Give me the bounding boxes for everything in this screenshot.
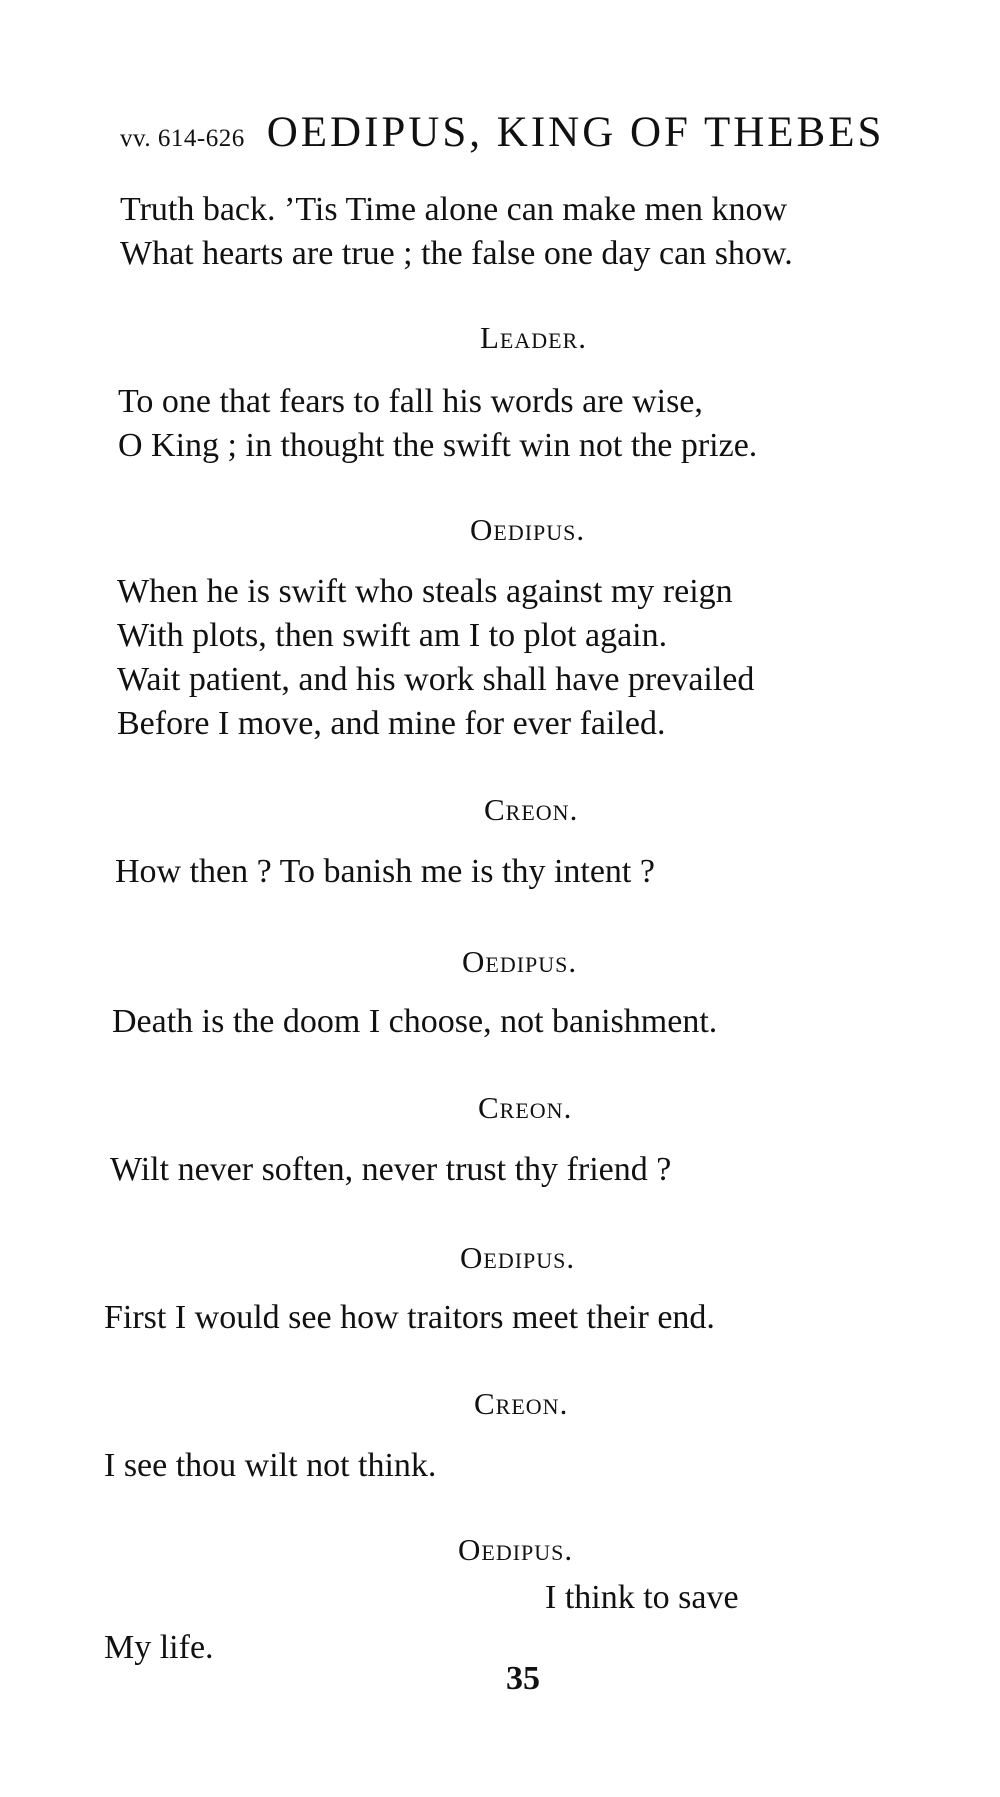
speaker-name: Creon. xyxy=(474,1386,569,1421)
verse-line: Truth back. ’Tis Time alone can make men know xyxy=(120,191,788,228)
speaker-name: Oedipus. xyxy=(470,512,586,547)
verse-line: Death is the doom I choose, not banishment. xyxy=(112,1003,718,1040)
book-title: OEDIPUS, KING OF THEBES xyxy=(266,109,885,156)
page-number: 35 xyxy=(506,1660,540,1697)
speaker-name: Oedipus. xyxy=(460,1240,576,1275)
speaker-name: Oedipus. xyxy=(458,1532,574,1567)
verse-line: Wilt never soften, never trust thy friend ? xyxy=(110,1151,672,1188)
verse-line: O King ; in thought the swift win not the prize. xyxy=(118,427,758,464)
verse-line: What hearts are true ; the false one day can show. xyxy=(120,235,793,272)
verse-line: When he is swift who steals against my reign xyxy=(117,573,733,610)
verse-line: My life. xyxy=(104,1629,214,1666)
verse-line: First I would see how traitors meet their end. xyxy=(104,1299,715,1336)
verse-line: Wait patient, and his work shall have prevailed xyxy=(117,661,755,698)
speaker-name: Creon. xyxy=(484,792,579,827)
verse-line: I see thou wilt not think. xyxy=(104,1447,437,1484)
speaker-name: Leader. xyxy=(480,320,588,355)
speaker-name: Oedipus. xyxy=(462,944,578,979)
speaker-name: Creon. xyxy=(478,1090,573,1125)
verse-line: With plots, then swift am I to plot again. xyxy=(117,617,668,654)
verse-line: How then ? To banish me is thy intent ? xyxy=(115,853,655,890)
running-head xyxy=(120,108,980,157)
verse-range: vv. 614-626 xyxy=(120,125,245,152)
verse-line: I think to save xyxy=(545,1579,739,1616)
verse-line: To one that fears to fall his words are wise, xyxy=(118,383,703,420)
verse-line: Before I move, and mine for ever failed. xyxy=(117,705,666,742)
